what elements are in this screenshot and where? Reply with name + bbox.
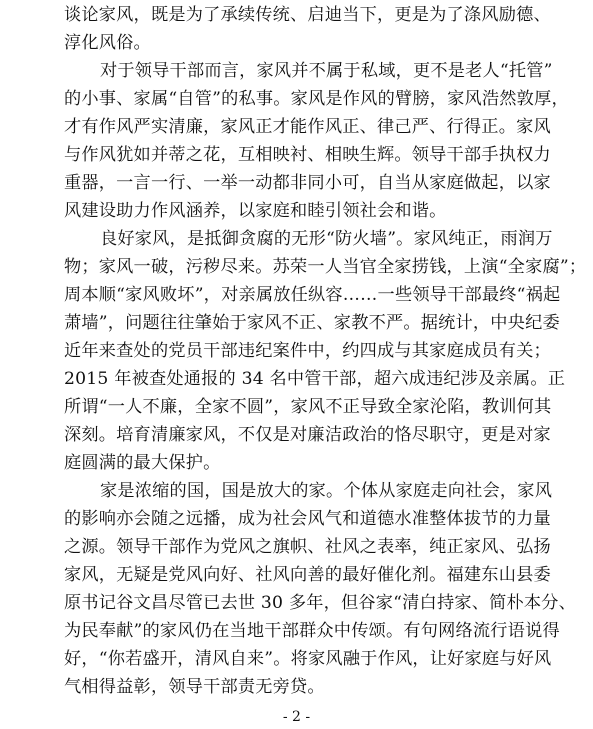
text-line: 原书记谷文昌尽管已去世 30 多年，但谷家“清白持家、简朴本分、 [64, 593, 577, 613]
text-line: 周本顺“家风败坏”，对亲属放任纵容……一些领导干部最终“祸起 [64, 285, 561, 305]
text-line: 所谓“一人不廉，全家不圆”，家风不正导致全家沦陷，教训何其 [64, 397, 552, 417]
text-line: 淳化风俗。 [64, 33, 151, 53]
text-line: 才有作风严实清廉，家风正才能作风正、律己严、行得正。家风 [64, 117, 551, 137]
text-line: 物；家风一破，污秽尽来。苏荣一人当官全家捞钱，上演“全家腐”； [64, 257, 587, 277]
text-line: 重器，一言一行、一举一动都非同小可，自当从家庭做起，以家 [64, 173, 551, 193]
text-line: 风建设助力作风涵养，以家庭和睦引领社会和谐。 [64, 201, 447, 221]
text-line: 为民奉献”的家风仍在当地干部群众中传颂。有句网络流行语说得 [64, 621, 560, 641]
text-line: 庭圆满的最大保护。 [64, 453, 221, 473]
text-line: 之源。领导干部作为党风之旗帜、社风之表率，纯正家风、弘扬 [64, 537, 551, 557]
text-line: 2015 年被查处通报的 34 名中管干部，超六成违纪涉及亲属。正 [64, 369, 566, 389]
page-number: - 2 - [282, 709, 311, 725]
text-line: 对于领导干部而言，家风并不属于私域，更不是老人“托管” [100, 61, 553, 81]
text-line: 好，“你若盛开，清风自来”。将家风融于作风，让好家庭与好风 [64, 649, 552, 669]
text-line: 谈论家风，既是为了承续传统、启迪当下，更是为了涤风励德、 [64, 5, 551, 25]
text-line: 良好家风，是抵御贪腐的无形“防火墙”。家风纯正，雨润万 [100, 229, 553, 249]
text-line: 的小事、家属“自管”的私事。家风是作风的臂膀，家风浩然敦厚， [64, 89, 569, 109]
text-line: 萧墙”，问题往往肇始于家风不正、家教不严。据统计，中央纪委 [64, 313, 560, 333]
text-line: 近年来查处的党员干部违纪案件中，约四成与其家庭成员有关； [64, 341, 551, 361]
text-line: 的影响亦会随之远播，成为社会风气和道德水准整体拔节的力量 [64, 509, 551, 529]
text-line: 与作风犹如并蒂之花，互相映衬、相映生辉。领导干部手执权力 [64, 145, 551, 165]
text-line: 家是浓缩的国，国是放大的家。个体从家庭走向社会，家风 [100, 481, 553, 501]
text-line: 深刻。培育清廉家风，不仅是对廉洁政治的恪尽职守，更是对家 [64, 425, 551, 445]
text-line: 气相得益彰，领导干部责无旁贷。 [64, 677, 325, 697]
text-line: 家风，无疑是党风向好、社风向善的最好催化剂。福建东山县委 [64, 565, 551, 585]
